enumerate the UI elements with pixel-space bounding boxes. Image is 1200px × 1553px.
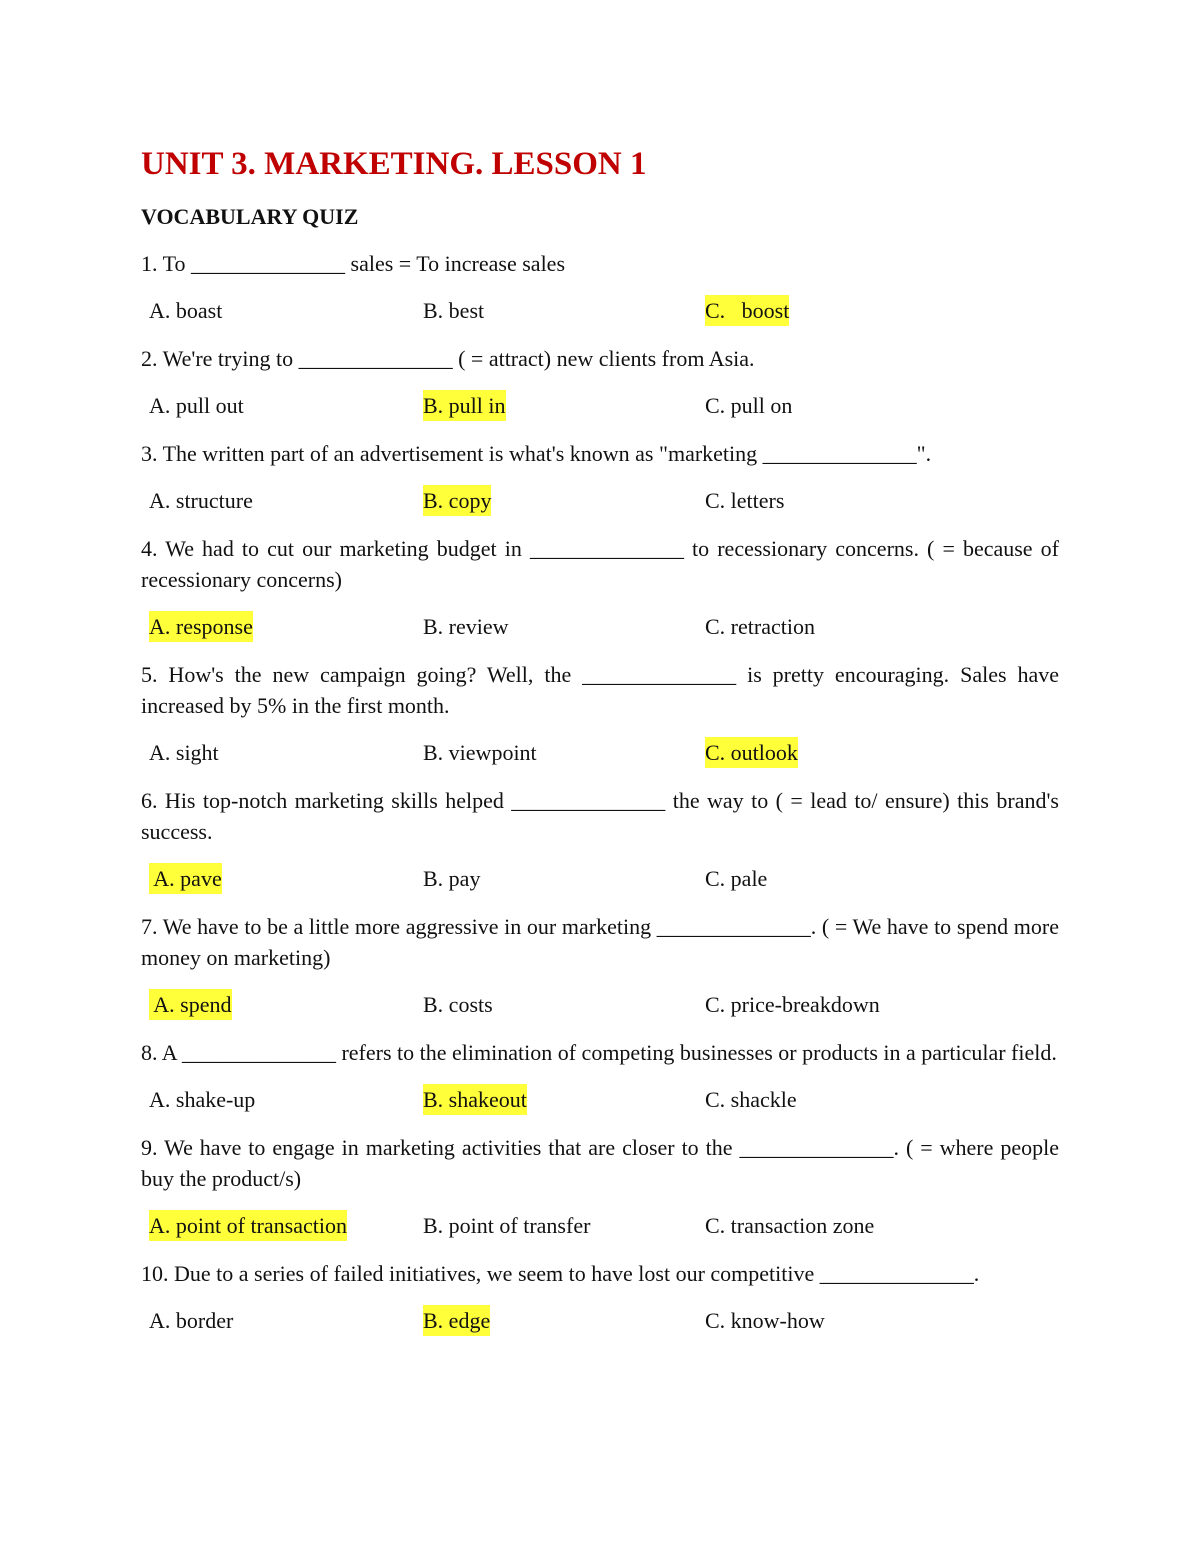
answer-option-highlighted: A. point of transaction	[149, 1210, 347, 1241]
answer-option-highlighted: B. pull in	[423, 390, 506, 421]
answer-option: C. pull on	[705, 393, 793, 418]
answer-option: C. letters	[705, 488, 785, 513]
answer-option: A. structure	[149, 488, 253, 513]
question-text: 5. How's the new campaign going? Well, the ______________ is pretty encouraging. Sales have increased by 5% in the first month.	[141, 662, 1059, 718]
answer-options	[141, 485, 1059, 516]
answer-option: C. shackle	[705, 1087, 797, 1112]
answer-option-highlighted: A. pave	[149, 863, 222, 894]
question-text: 2. We're trying to ______________ ( = attract) new clients from Asia.	[141, 346, 755, 371]
document-page	[141, 142, 1059, 1336]
answer-option-highlighted: C. boost	[705, 295, 789, 326]
answer-option: B. viewpoint	[423, 740, 537, 765]
answer-option: A. shake-up	[149, 1087, 256, 1112]
answer-option-highlighted: C. outlook	[705, 737, 798, 768]
answer-option: C. know-how	[705, 1308, 825, 1333]
answer-option: C. transaction zone	[705, 1213, 875, 1238]
answer-option: A. sight	[149, 740, 219, 765]
answer-option: A. pull out	[149, 393, 244, 418]
unit-title: UNIT 3. MARKETING. LESSON 1	[141, 146, 647, 182]
answer-options	[141, 737, 1059, 768]
question-text: 7. We have to be a little more aggressive in our marketing ______________. ( = We have to spend more money on marketing)	[141, 914, 1059, 970]
question-text: 1. To ______________ sales = To increase sales	[141, 251, 566, 276]
answer-option: A. border	[149, 1308, 234, 1333]
answer-options	[141, 295, 1059, 326]
answer-options	[141, 390, 1059, 421]
answer-option-highlighted: B. copy	[423, 485, 491, 516]
answer-option: B. costs	[423, 992, 493, 1017]
answer-options	[141, 611, 1059, 642]
answer-option: C. price-breakdown	[705, 992, 880, 1017]
quiz-list	[141, 248, 1059, 1336]
answer-option: C. retraction	[705, 614, 815, 639]
answer-option: B. best	[423, 298, 485, 323]
answer-option-highlighted: B. shakeout	[423, 1084, 527, 1115]
answer-option: B. review	[423, 614, 509, 639]
answer-option-highlighted: A. response	[149, 611, 253, 642]
question-text: 4. We had to cut our marketing budget in ______________ to recessionary concerns. ( = because of recessionary concerns)	[141, 536, 1059, 592]
answer-option: C. pale	[705, 866, 768, 891]
answer-options	[141, 989, 1059, 1020]
answer-option: A. boast	[149, 298, 223, 323]
question-text: 3. The written part of an advertisement is what's known as "marketing ______________".	[141, 441, 932, 466]
answer-options	[141, 1084, 1059, 1115]
question-text: 8. A ______________ refers to the elimination of competing businesses or products in a particular field.	[141, 1040, 1057, 1065]
question-text: 6. His top-notch marketing skills helped ______________ the way to ( = lead to/ ensure) this brand's success.	[141, 788, 1059, 844]
quiz-heading: VOCABULARY QUIZ	[141, 204, 359, 229]
answer-options	[141, 1210, 1059, 1241]
answer-option-highlighted: B. edge	[423, 1305, 490, 1336]
question-text: 10. Due to a series of failed initiatives, we seem to have lost our competitive ______________.	[141, 1261, 980, 1286]
answer-options	[141, 1305, 1059, 1336]
answer-option-highlighted: A. spend	[149, 989, 232, 1020]
answer-option: B. point of transfer	[423, 1213, 591, 1238]
question-text: 9. We have to engage in marketing activities that are closer to the ______________. ( = where people buy the product/s)	[141, 1135, 1059, 1191]
answer-option: B. pay	[423, 866, 481, 891]
answer-options	[141, 863, 1059, 894]
